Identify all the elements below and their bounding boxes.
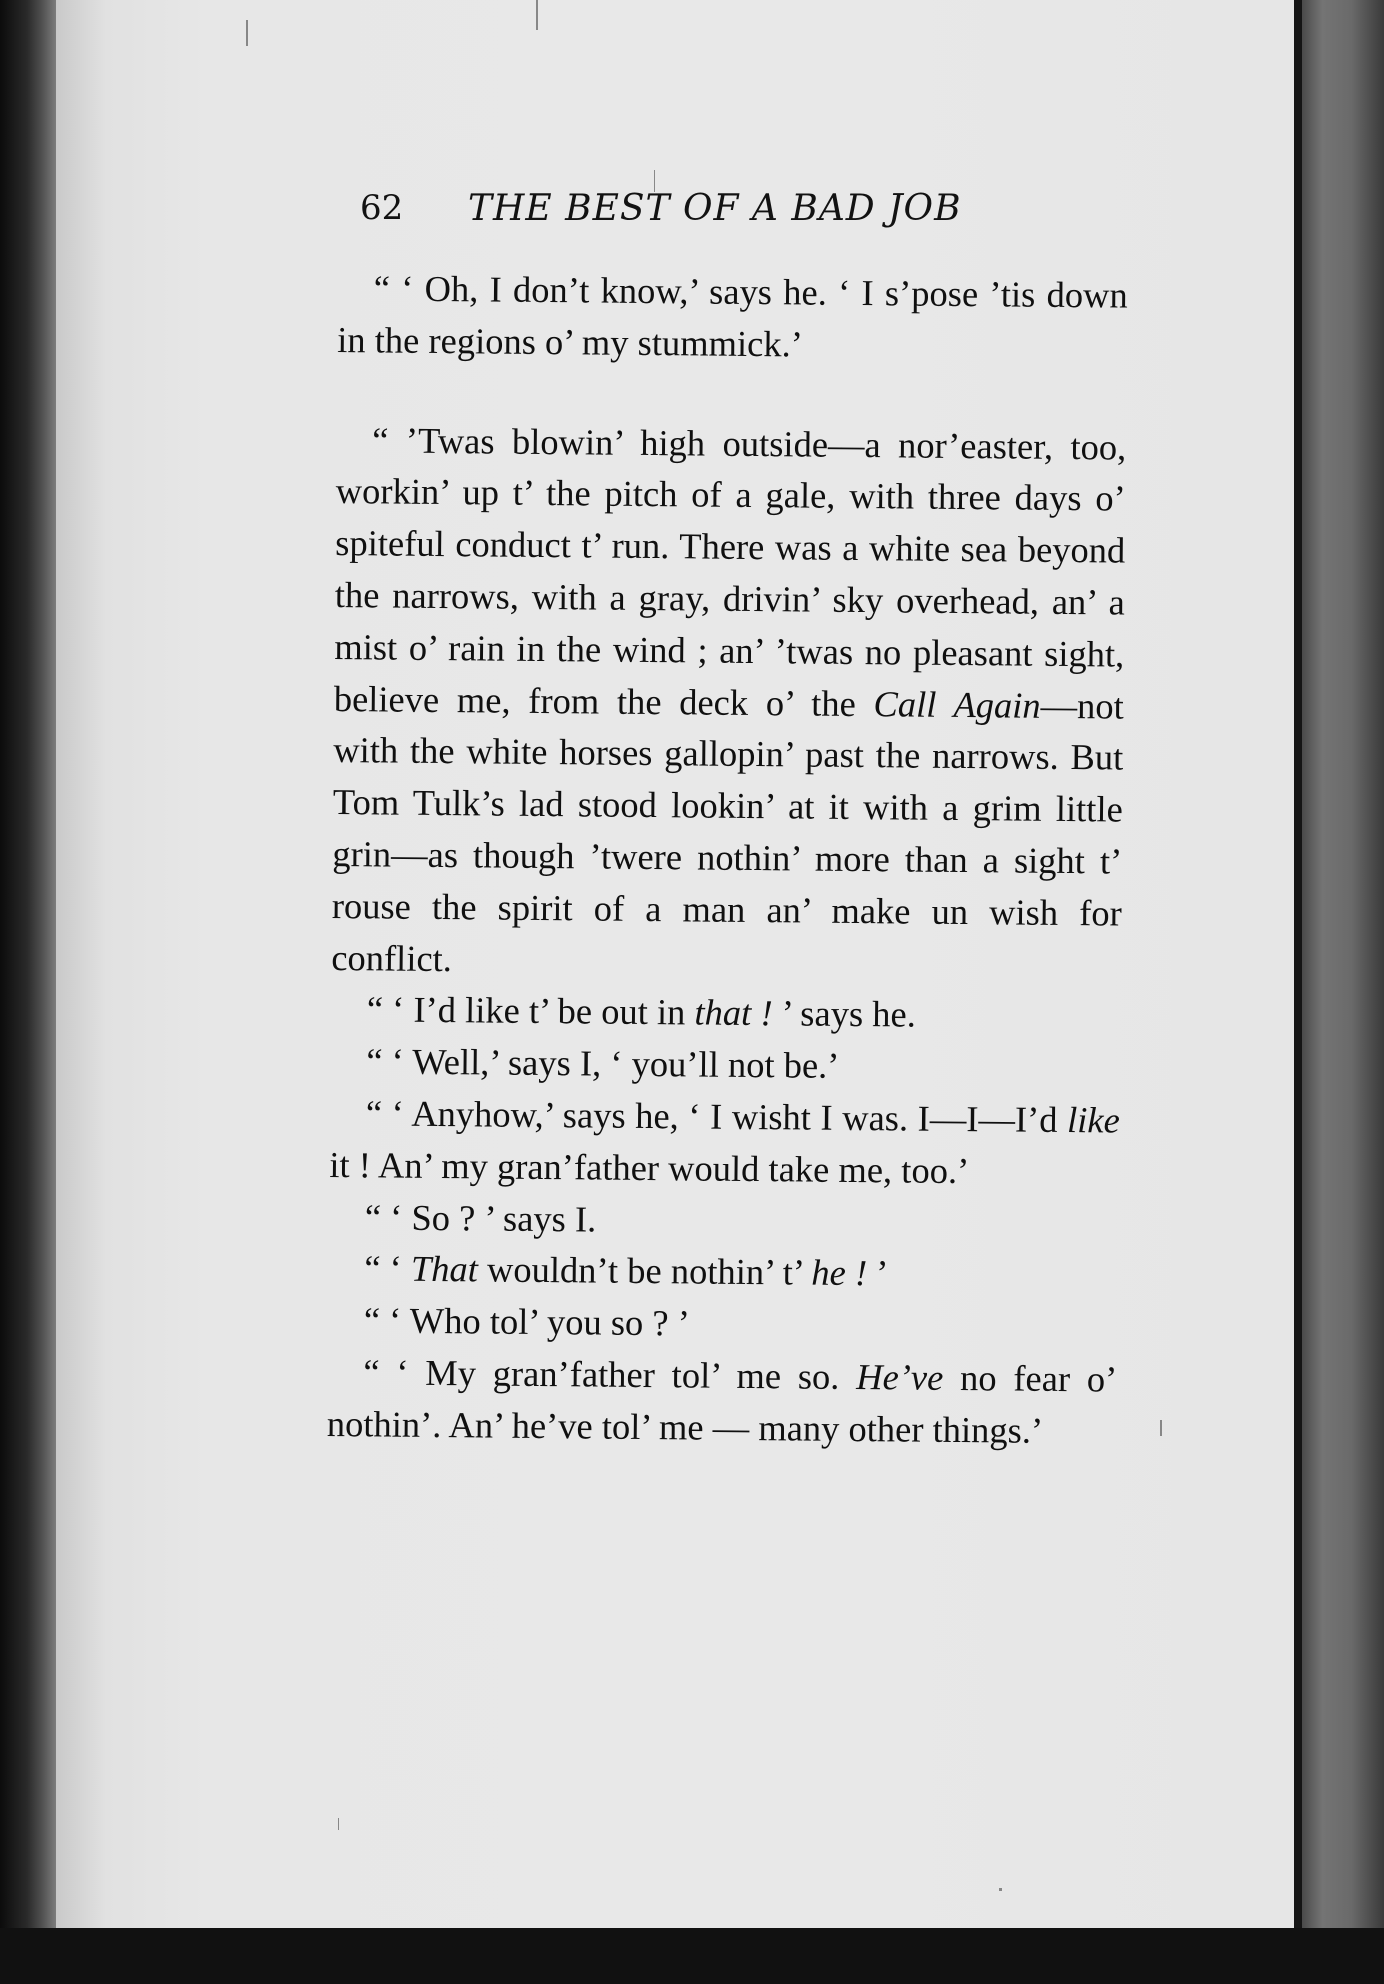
paper-speck	[536, 0, 538, 30]
page-header	[360, 188, 1040, 248]
page-number: 62	[360, 188, 404, 228]
text-span: “ ‘ My gran’father tol’ me so.	[363, 1351, 857, 1397]
paragraph	[331, 983, 1121, 1042]
paragraph	[329, 1191, 1119, 1250]
paragraph	[337, 262, 1128, 373]
text-span: —not with the white horses gallopin’ past the narrows. But Tom Tulk’s lad stood lookin’ at it with a grim little grin—as though ’twere nothin’ more than a sight t’ rouse the spirit of a man an’ make un wish for conflict.	[331, 684, 1124, 979]
paragraph	[327, 1346, 1118, 1457]
text-span: “ ‘ So ? ’ says I.	[364, 1195, 597, 1240]
paper-speck	[1160, 1420, 1162, 1436]
paper-speck	[338, 1818, 339, 1830]
paragraph	[328, 1294, 1118, 1353]
running-head: THE BEST OF A BAD JOB	[468, 188, 962, 229]
text-span: “ ’Twas blowin’ high outside—a nor’easter, too, workin’ up t’ the pitch of a gale, with three days o’ spiteful conduct t’ run. There was a white sea beyond the narrows, with a gray, drivin’ sky overhead, an’ a mist o’ rain in the wind ; an’ ’twas no pleasant sight, believe me, from the deck o’ the	[333, 418, 1127, 724]
text-span: “ ‘ Anyhow,’ says he, ‘ I wisht I was. I—I—I’d	[365, 1092, 1068, 1140]
adjacent-page-edge	[1302, 0, 1384, 1984]
emphasis-text: he !	[811, 1251, 877, 1294]
text-span: “ ‘	[364, 1247, 412, 1290]
paper-speck	[999, 1888, 1002, 1891]
binding-gutter-shadow	[0, 0, 60, 1984]
text-span: “ ‘ Who tol’ you so ? ’	[363, 1299, 691, 1344]
text-span: no fear o’ nothin’. An’ he’ve tol’ me — many other things.’	[326, 1356, 1118, 1451]
text-span: ’	[876, 1252, 889, 1294]
text-span: it ! An’ my gran’father would take me, too.’	[329, 1143, 970, 1191]
text-span: ’ says he.	[781, 992, 917, 1035]
emphasis-text: That	[410, 1248, 479, 1290]
paragraph	[331, 414, 1126, 991]
paragraph	[328, 1242, 1118, 1301]
body-text	[327, 262, 1128, 1457]
ship-name: Call Again	[873, 682, 1041, 726]
text-span: “ ‘ I’d like t’ be out in	[366, 988, 695, 1033]
text-span: “ ‘ Well,’ says I, ‘ you’ll not be.’	[366, 1040, 840, 1087]
text-span: “ ‘ Oh, I don’t know,’ says he. ‘ I s’pose ’tis down in the regions o’ my stummick.’	[337, 267, 1128, 365]
emphasis-text: He’ve	[856, 1355, 944, 1398]
paragraph	[329, 1087, 1120, 1198]
text-span: wouldn’t be nothin’ t’	[477, 1248, 812, 1293]
emphasis-text: like	[1066, 1098, 1120, 1141]
emphasis-text: that !	[694, 991, 782, 1034]
paragraph	[330, 1035, 1120, 1094]
scan-bottom-border	[0, 1928, 1384, 1984]
paper-speck	[246, 20, 248, 46]
page-edge-shadow	[1294, 0, 1302, 1928]
